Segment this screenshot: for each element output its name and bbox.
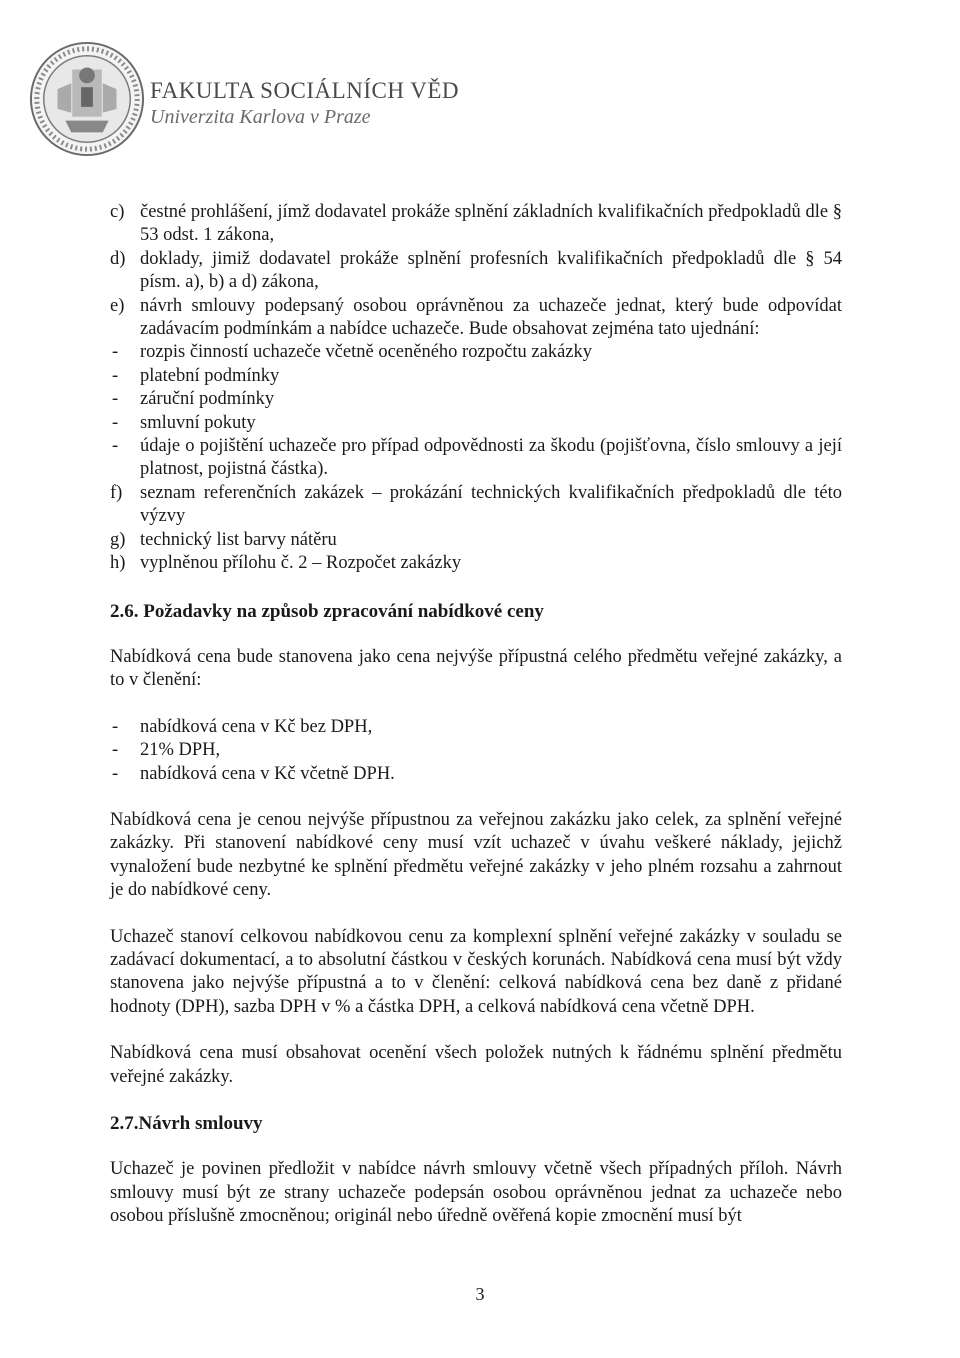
sub-list-item: - údaje o pojištění uchazeče pro případ odpovědnosti za škodu (pojišťovna, číslo smlouvy a její platnost, pojistná částka). bbox=[112, 436, 842, 480]
list-item bbox=[110, 201, 842, 248]
list-item-text: technický list barvy nátěru bbox=[140, 529, 337, 550]
list-marker: f) bbox=[110, 482, 123, 503]
university-name: Univerzita Karlova v Praze bbox=[150, 106, 371, 128]
list-item-text: návrh smlouvy podepsaný osobou oprávněnou za uchazeče jednat, který bude odpovídat zadávacím podmínkám a nabídce uchazeče. Bude obsahovat zejména tato ujednání: bbox=[140, 295, 842, 340]
section-heading-2-7: 2.7.Návrh smlouvy bbox=[110, 1113, 263, 1134]
list-item bbox=[110, 529, 842, 552]
paragraph: Nabídková cena je cenou nejvýše přípustnou za veřejnou zakázku jako celek, za splnění veřejné zakázky. Při stanovení nabídkové ceny musí vzít uchazeč v úvahu veškeré náklady, jejichž vynaložení bude nezbytné ke splnění předmětu veřejné zakázky v jeho plném rozsahu a zahrnout je do nabídkové ceny. bbox=[110, 809, 842, 901]
price-item-text: 21% DPH, bbox=[140, 740, 221, 761]
list-item bbox=[110, 295, 842, 342]
page-number: 3 bbox=[475, 1284, 485, 1304]
sub-list-item: - záruční podmínky bbox=[112, 389, 275, 410]
price-item-text: nabídková cena v Kč včetně DPH. bbox=[140, 763, 395, 784]
paragraph: Nabídková cena musí obsahovat ocenění všech položek nutných k řádnému splnění předmětu veřejné zakázky. bbox=[110, 1043, 842, 1087]
sub-list-item: - smluvní pokuty bbox=[112, 412, 256, 433]
letterhead bbox=[28, 40, 628, 160]
price-item: - nabídková cena v Kč včetně DPH. bbox=[112, 763, 395, 784]
document-body bbox=[110, 201, 842, 1229]
list-marker: d) bbox=[110, 248, 126, 269]
list-marker: c) bbox=[110, 202, 125, 222]
paragraph: Uchazeč je povinen předložit v nabídce návrh smlouvy včetně všech případných příloh. Návrh smlouvy musí být ze strany uchazeče podepsán osobou oprávněnou jednat za uchazeče nebo osobou příslušně zmocněnou; originál nebo úředně ověřená kopie zmocnění musí být bbox=[110, 1159, 842, 1227]
paragraph: Uchazeč stanoví celkovou nabídkovou cenu za komplexní splnění veřejné zakázky v souladu se zadávací dokumentací, a to absolutní částkou v českých korunách. Nabídková cena musí být vždy stanovena jako nejvýše přípustná a to v členění: celková nabídková cena bez daně z přidané hodnoty (DPH), sazba DPH v % a částka DPH, a celková nabídková cena včetně DPH. bbox=[110, 926, 842, 1017]
list-marker: h) bbox=[110, 553, 126, 574]
list-item-text: doklady, jimiž dodavatel prokáže splnění profesních kvalifikačních předpokladů dle § 54 písm. a), b) a d) zákona, bbox=[140, 248, 842, 293]
list-item bbox=[110, 552, 842, 575]
list-item bbox=[110, 248, 842, 295]
price-item-text: nabídková cena v Kč bez DPH, bbox=[140, 716, 373, 737]
list-marker: g) bbox=[110, 529, 126, 550]
list-item bbox=[110, 482, 842, 529]
price-item: - nabídková cena v Kč bez DPH, bbox=[112, 716, 373, 737]
sub-list-item: - platební podmínky bbox=[112, 365, 280, 386]
sub-list-item-text: rozpis činností uchazeče včetně oceněného rozpočtu zakázky bbox=[140, 342, 592, 363]
sub-list-item-text: údaje o pojištění uchazeče pro případ odpovědnosti za škodu (pojišťovna, číslo smlouvy a její platnost, pojistná částka). bbox=[140, 436, 842, 480]
list-item-text: vyplněnou přílohu č. 2 – Rozpočet zakázky bbox=[140, 553, 462, 574]
sub-list-item: - rozpis činností uchazeče včetně oceněného rozpočtu zakázky bbox=[112, 342, 592, 363]
sub-list-item-text: platební podmínky bbox=[140, 365, 280, 386]
list-item-text: seznam referenčních zakázek – prokázání technických kvalifikačních předpokladů dle této výzvy bbox=[140, 482, 842, 527]
section-heading-2-6: 2.6. Požadavky na způsob zpracování nabídkové ceny bbox=[110, 600, 544, 622]
list-item-text: čestné prohlášení, jímž dodavatel prokáže splnění základních kvalifikačních předpokladů dle § 53 odst. 1 zákona, bbox=[140, 202, 842, 246]
sub-list-item-text: smluvní pokuty bbox=[140, 412, 256, 433]
price-item: - 21% DPH, bbox=[112, 740, 221, 761]
faculty-name: FAKULTA SOCIÁLNÍCH VĚD bbox=[150, 78, 460, 103]
university-seal-icon bbox=[28, 40, 146, 158]
price-intro-paragraph: Nabídková cena bude stanovena jako cena nejvýše přípustná celého předmětu veřejné zakázky, a to v členění: bbox=[110, 646, 842, 691]
list-marker: e) bbox=[110, 295, 125, 316]
sub-list-item-text: záruční podmínky bbox=[140, 389, 275, 410]
